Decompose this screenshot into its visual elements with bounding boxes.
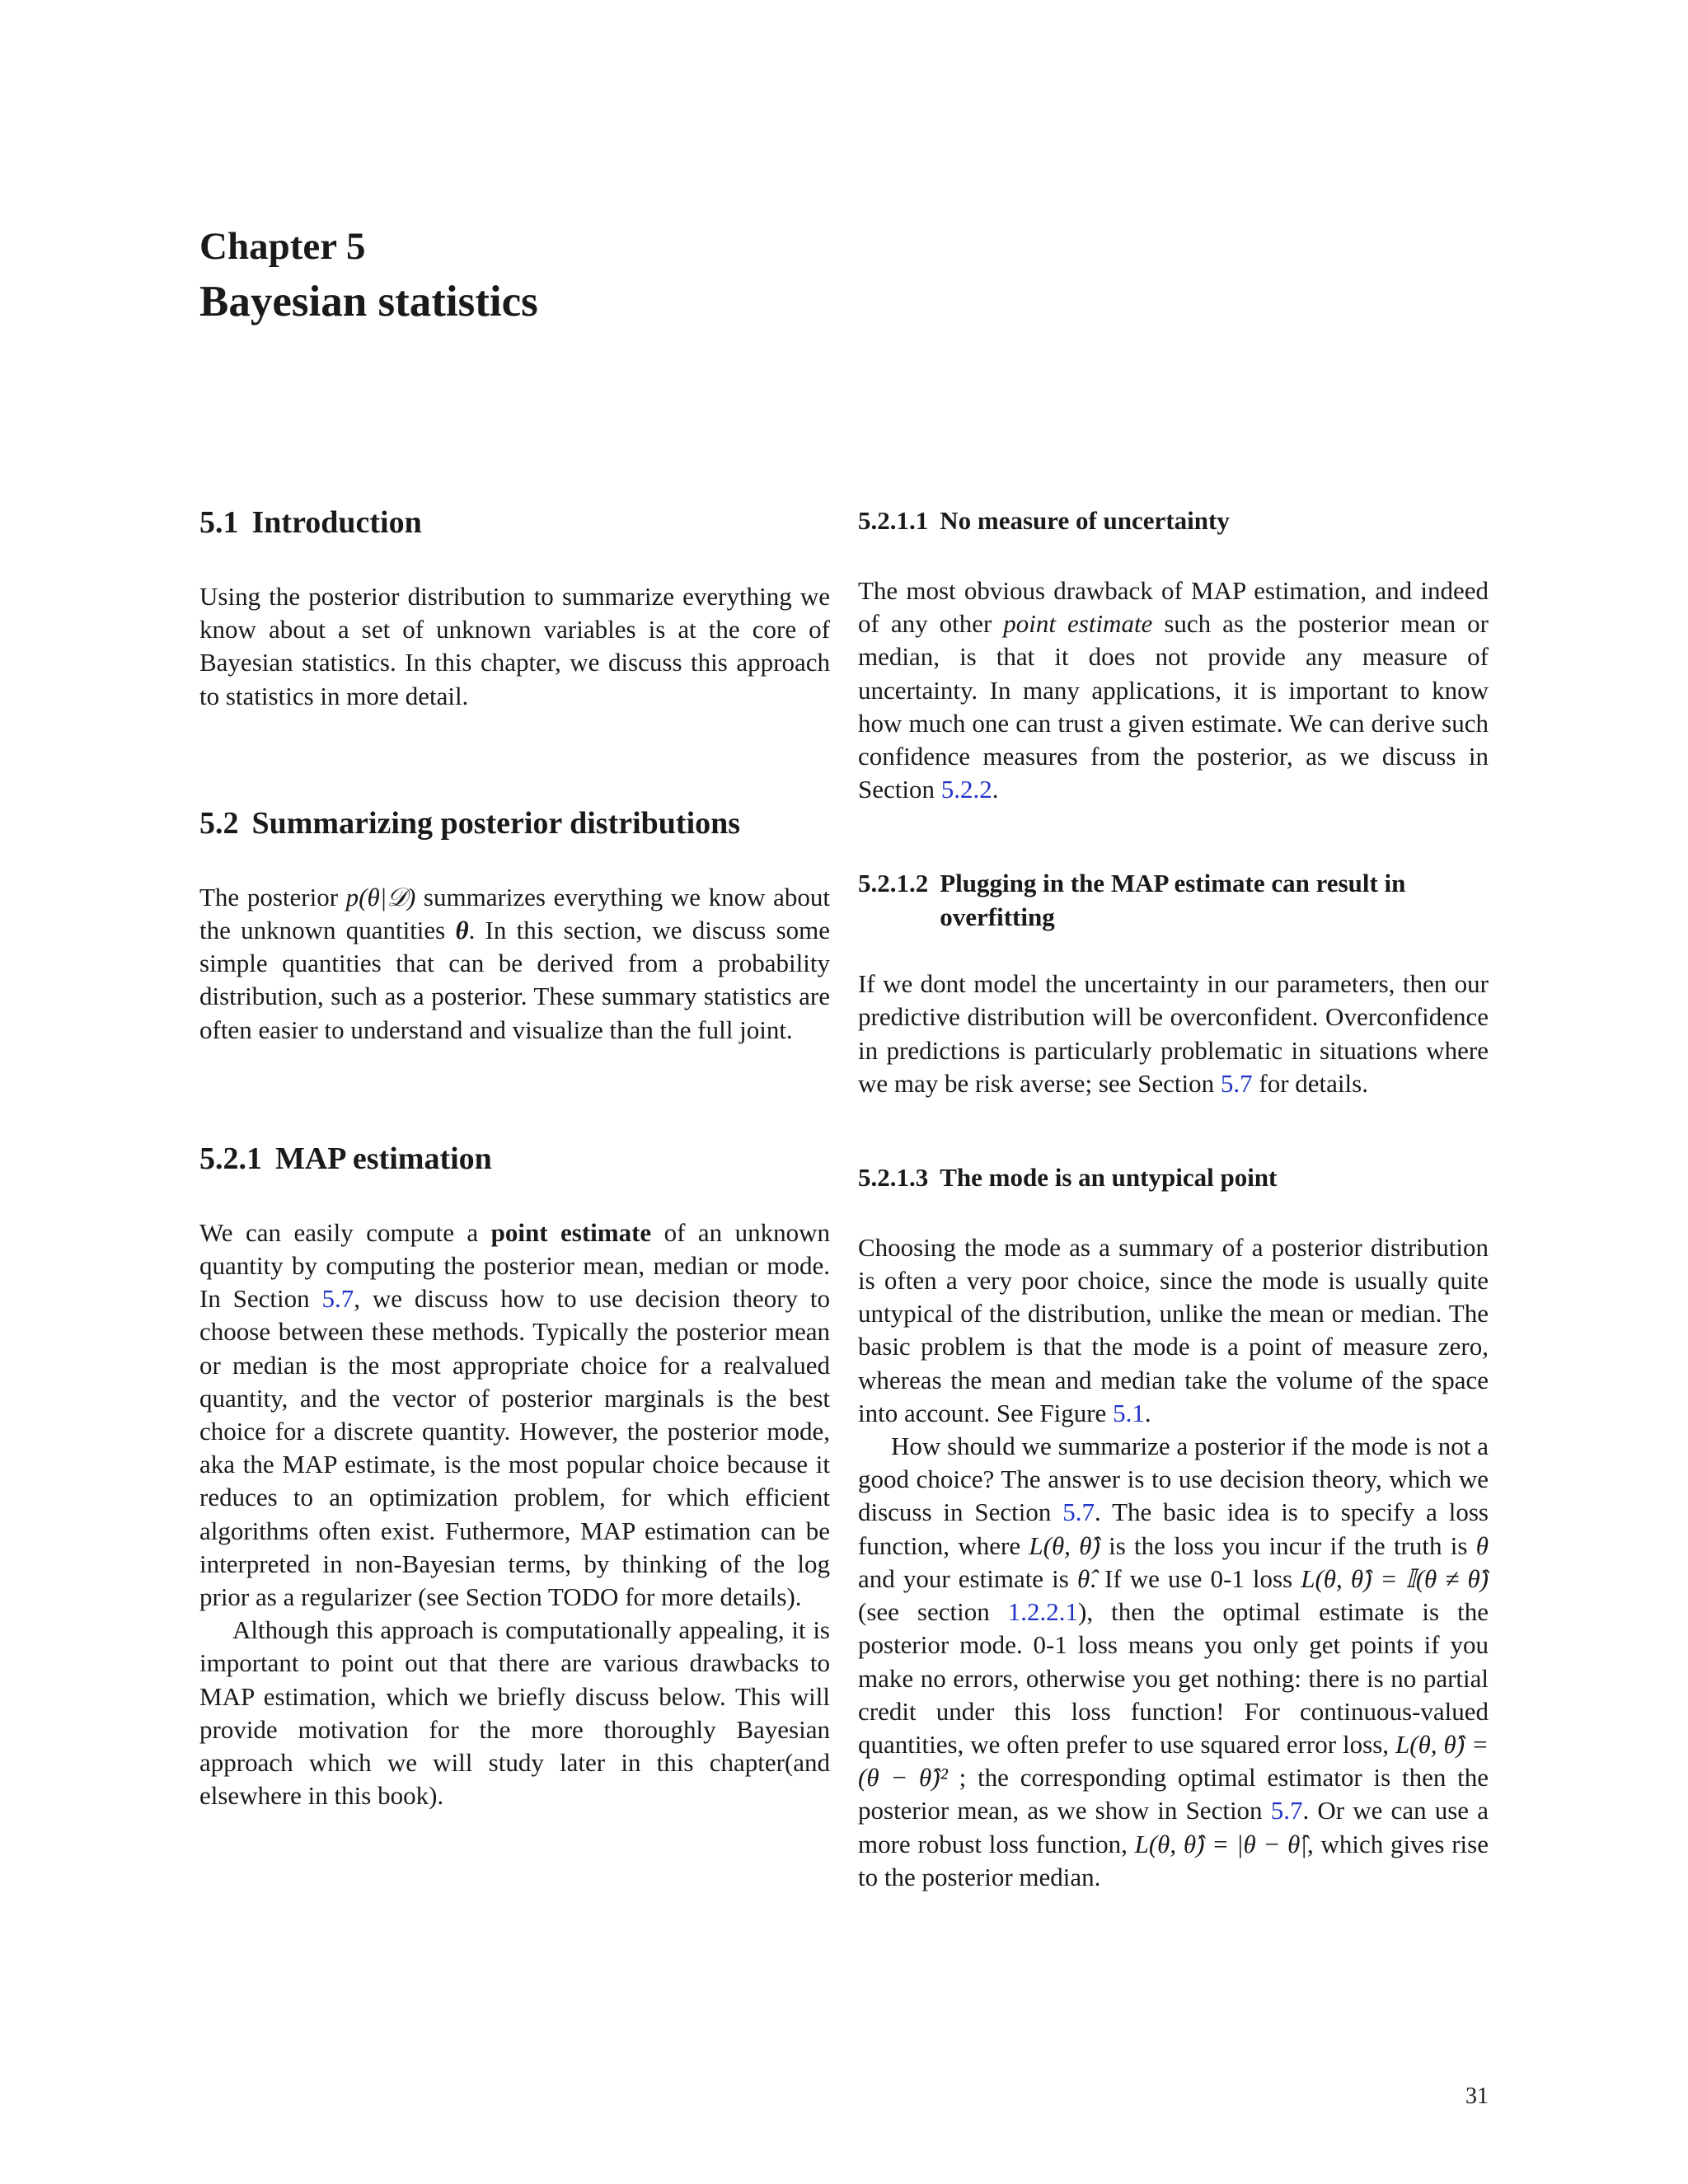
section-heading-summarizing [199,805,830,841]
section-link-5-7[interactable]: 5.7 [321,1284,354,1314]
subsubsection-title: The mode is an untypical point [940,1162,1278,1192]
intro-paragraph: Using the posterior distribution to summarize everything we know about a set of unknown variables is at the core of Bayesian statistics. In this chapter, we discuss this approach to statistics in more detail. [199,582,830,710]
theta-math: θ [455,916,469,945]
section-link-5-7[interactable]: 5.7 [1062,1497,1095,1527]
loss-math: L(θ, θ̂) [1029,1530,1100,1560]
subsection-title: MAP estimation [275,1141,492,1176]
no-uncertainty-paragraph: The most obvious drawback of MAP estimation, and indeed of any other point estimate such as the posterior mean or median, is that it does not provide any measure of uncertainty. In many applications, it is important to know how much one can trust a given estimate. We can derive such confidence measures from the posterior, as we discuss in Section 5.2.2. [858,575,1489,804]
theta-math: θ [1475,1530,1489,1560]
figure-link-5-1[interactable]: 5.1 [1113,1398,1145,1427]
subsubsection-heading-untypical [858,1161,1489,1195]
section-number: 5.1 [199,505,239,540]
left-column [199,504,830,1812]
subsubsection-number: 5.2.1.3 [858,1162,929,1192]
subsubsection-title: No measure of uncertainty [940,506,1230,535]
chapter-label: Chapter 5 [199,225,366,268]
subsubsection-title: Plugging in the MAP estimate can result in overfitting [940,869,1406,932]
untypical-paragraph-1: Choosing the mode as a summary of a posterior distribution is often a very poor choice, since the mode is usually quite untypical of the distribution, unlike the mean or median. The basic problem is that the mode is a point of measure zero, whereas the mean and median take the volume of the space into account. See Figure 5.1. [858,1232,1489,1427]
section-link-5-7[interactable]: 5.7 [1220,1068,1253,1098]
subsection-number: 5.2.1 [199,1141,262,1176]
squared-loss-math: L(θ, θ̂) = (θ − θ̂)² [858,1729,1489,1793]
chapter-title: Bayesian statistics [199,278,538,326]
map-paragraph-1: We can easily compute a point estimate of an unknown quantity by computing the posterior mean, median or mode. In Section 5.7, we discuss how to use decision theory to choose between these methods. Typically the posterior mean or median is the most appropriate choice for a realvalued quantity, and the vector of posterior marginals is the best choice for a discrete quantity. However, the posterior mode, aka the MAP estimate, is the most popular choice because it reduces to an optimization problem, for which efficient algorithms often exist. Futhermore, MAP estimation can be interpreted in non-Bayesian terms, by thinking of the log prior as a regularizer (see Section TODO for more details). [199,1217,830,1612]
zero-one-loss-math: L(θ, θ̂) = 𝕀(θ ≠ θ̂) [1301,1563,1489,1593]
subsubsection-number: 5.2.1.2 [858,869,929,898]
untypical-paragraph-2: How should we summarize a posterior if the mode is not a good choice? The answer is to use decision theory, which we discuss in Section 5.7. The basic idea is to specify a loss function, where L(θ, θ̂) is the loss you incur if the truth is θ and your estimate is θ̂. If we use 0-1 loss L(θ, θ̂) = 𝕀(θ ≠ θ̂)(see section 1.2.2.1), then the optimal estimate is the posterior mode. 0-1 loss means you only get points if you make no errors, otherwise you get nothing: there is no partial credit under this loss function! For continuous-valued quantities, we often prefer to use squared error loss, L(θ, θ̂) = (θ − θ̂)² ; the corresponding optimal estimator is then the posterior mean, as we show in Section 5.7. Or we can use a more robust loss function, L(θ, θ̂) = |θ − θ̂|, which gives rise to the posterior median. [858,1432,1489,1891]
section-title: Introduction [251,505,422,540]
section-link-5-2-2[interactable]: 5.2.2 [940,775,992,804]
section-link-1-2-2-1[interactable]: 1.2.2.1 [1007,1597,1079,1627]
section-title: Summarizing posterior distributions [251,805,741,841]
subsection-heading-map [199,1141,830,1177]
right-column [858,504,1489,1894]
point-estimate-emph: point estimate [1003,609,1153,639]
posterior-math: p(θ|𝒟) [345,882,416,912]
summarizing-paragraph: The posterior p(θ|𝒟) summarizes everything we know about the unknown quantities θ. In this section, we discuss some simple quantities that can be derived from a probability distribution, such as a posterior. These summary statistics are often easier to understand and visualize than the full joint. [199,882,830,1044]
theta-hat-math: θ̂ [1076,1563,1090,1593]
point-estimate-term: point estimate [490,1217,652,1247]
section-number: 5.2 [199,805,239,841]
section-heading-intro [199,504,830,541]
absolute-loss-math: L(θ, θ̂) = |θ − θ̂| [1134,1829,1307,1858]
subsubsection-heading-no-uncertainty [858,504,1489,538]
subsubsection-number: 5.2.1.1 [858,506,929,535]
subsubsection-heading-overfitting [858,867,1489,935]
map-paragraph-2: Although this approach is computationally appealing, it is important to point out that there are various drawbacks to MAP estimation, which we briefly discuss below. This will provide motivation for the more thoroughly Bayesian approach which we will study later in this chapter(and elsewhere in this book). [199,1615,830,1811]
section-link-5-7[interactable]: 5.7 [1270,1796,1303,1825]
page-number: 31 [1465,2083,1489,2109]
overfitting-paragraph: If we dont model the uncertainty in our parameters, then our predictive distribution will be overconfident. Overconfidence in predictions is particularly problematic in situations where we may be risk averse; see Section 5.7 for details. [858,969,1489,1098]
